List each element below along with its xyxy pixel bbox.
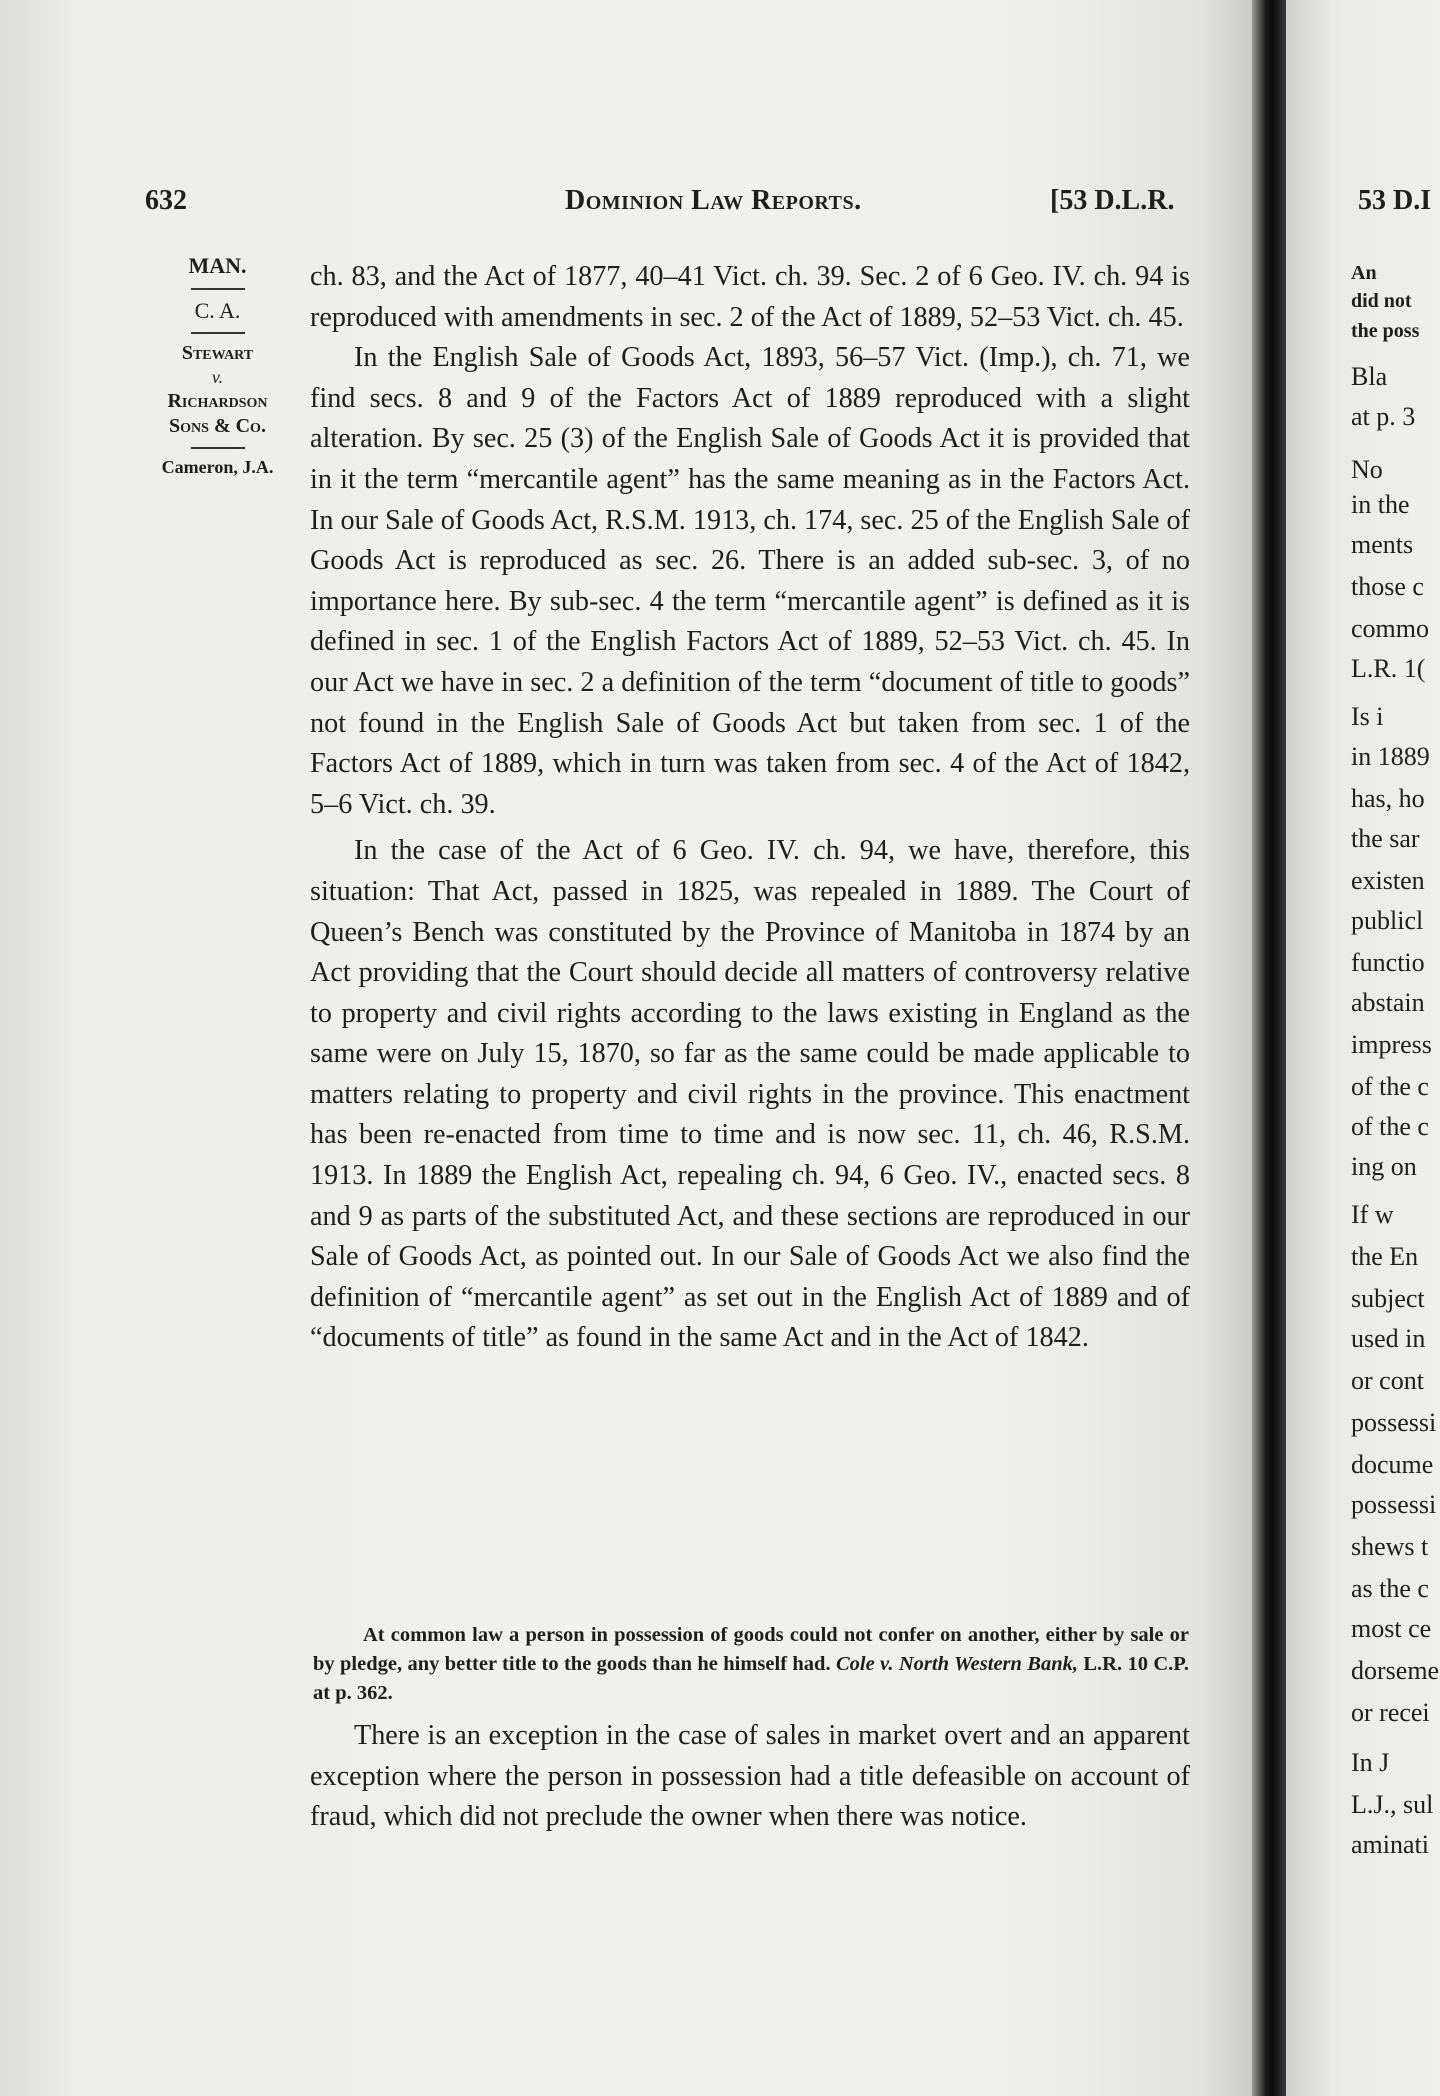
right-page-line: possessi [1351, 1490, 1437, 1519]
margin-rule [191, 288, 245, 290]
margin-rule [191, 447, 245, 449]
right-page-line: possessi [1351, 1408, 1437, 1437]
right-page-line: Bla [1351, 362, 1388, 391]
right-page-line: shews t [1351, 1532, 1429, 1561]
margin-party2-line2: Sons & Co. [169, 414, 266, 437]
margin-rule [191, 332, 245, 334]
quote-text: At common law a person in possession of goods could not confer on another, either by sale or by pledge, any better title to the goods than he himself had. [313, 1624, 1189, 1675]
body-text [310, 257, 1190, 1359]
right-page-line: used in [1351, 1324, 1426, 1353]
right-page-line: existen [1351, 866, 1425, 895]
right-page-line: impress [1351, 1030, 1432, 1059]
right-page-line: those c [1351, 572, 1424, 601]
quote-citation: L.R. 10 C.P. at p. 362. [313, 1653, 1190, 1704]
right-page-line: abstain [1351, 988, 1425, 1017]
right-page-line: ing on [1351, 1152, 1417, 1181]
right-page [1286, 0, 1440, 2096]
paragraph: In the case of the Act of 6 Geo. IV. ch. 94, we have, therefore, this situation: That Act, passed in 1825, was repealed in 1889. The Court of Queen’s Bench was constituted by the Province of Manitoba in 1874 by an Act providing that the Court should decide all matters of controversy relative to property and civil rights according to the laws existing in England as the same were on July 15, 1870, so far as the same could be made applicable to matters relating to property and civil rights in the province. This enactment has been re-enacted from time to time and is now sec. 11, ch. 46, R.S.M. 1913. In 1889 the English Act, repealing ch. 94, 6 Geo. IV., enacted secs. 8 and 9 as parts of the substituted Act, and these sections are reproduced in our Sale of Goods Act, as pointed out. In our Sale of Goods Act we also find the definition of “mercantile agent” as set out in the English Act of 1889 and of “documents of title” as found in the same Act and in the Act of 1842. [310, 835, 1190, 1354]
volume-reference: [53 D.L.R. [1050, 185, 1175, 216]
margin-notes [140, 252, 295, 478]
right-page-line: most ce [1351, 1614, 1432, 1643]
right-page-line: L.J., sul [1351, 1790, 1434, 1819]
margin-party1: Stewart [181, 342, 254, 364]
margin-judge: Cameron, J.A. [161, 456, 274, 477]
right-page-line: commo [1351, 614, 1429, 643]
book-gutter [1252, 0, 1286, 2096]
right-page-line: in 1889 [1351, 742, 1430, 771]
right-page-line: as the c [1351, 1574, 1429, 1603]
right-page-line: No [1351, 455, 1383, 484]
right-page-line: of the c [1351, 1072, 1429, 1101]
right-page-line: of the c [1351, 1112, 1429, 1141]
right-page-line: If w [1351, 1200, 1394, 1229]
running-title: Dominion Law Reports. [565, 185, 862, 216]
right-page-line: Is i [1351, 702, 1384, 731]
paragraph: There is an exception in the case of sales in market overt and an apparent exception where the person in possession had a title defeasible on account of fraud, which did not preclude the owner when there was notice. [310, 1720, 1190, 1833]
margin-court: C. A. [194, 297, 241, 323]
right-page-line: has, ho [1351, 784, 1425, 813]
right-page-line: or recei [1351, 1698, 1430, 1727]
right-page-line: the poss [1351, 320, 1420, 342]
right-page-line: the sar [1351, 824, 1420, 853]
right-page-line: In J [1351, 1748, 1390, 1777]
right-page-line: L.R. 1( [1351, 654, 1426, 683]
margin-party2-line1: Richardson [167, 389, 268, 412]
right-page-header: 53 D.I [1358, 185, 1432, 216]
right-page-line: ments [1351, 530, 1414, 559]
right-page-line: did not [1351, 290, 1412, 312]
final-text [310, 1716, 1190, 1838]
right-page-line: functio [1351, 948, 1425, 977]
right-page-line: An [1351, 262, 1377, 284]
page-number: 632 [145, 185, 187, 216]
right-page-line: subject [1351, 1284, 1425, 1313]
right-page-line: aminati [1351, 1830, 1429, 1859]
margin-versus: v. [211, 367, 224, 387]
right-page-line: dorseme [1351, 1656, 1440, 1685]
margin-jurisdiction: MAN. [188, 253, 247, 278]
right-page-line: in the [1351, 490, 1410, 519]
block-quote [313, 1621, 1189, 1708]
quote-case: Cole v. North Western Bank, [835, 1653, 1078, 1675]
paragraph: In the English Sale of Goods Act, 1893, 56–57 Vict. (Imp.), ch. 71, we find secs. 8 and 9 of the Factors Act of 1889 reproduced with a slight alteration. By sec. 25 (3) of the English Sale of Goods Act it is provided that in it the term “mercantile agent” has the same meaning as in the Factors Act. In our Sale of Goods Act, R.S.M. 1913, ch. 174, sec. 25 of the English Sale of Goods Act is reproduced as sec. 26. There is an added sub-sec. 3, of no importance here. By sub-sec. 4 the term “mercantile agent” is defined as it is defined in sec. 1 of the English Factors Act of 1889, 52–53 Vict. ch. 45. In our Act we have in sec. 2 a definition of the term “document of title to goods” not found in the English Sale of Goods Act but taken from sec. 1 of the Factors Act of 1889, which in turn was taken from sec. 4 of the Act of 1842, 5–6 Vict. ch. 39. [310, 342, 1190, 820]
paragraph-continued: ch. 83, and the Act of 1877, 40–41 Vict. ch. 39. Sec. 2 of 6 Geo. IV. ch. 94 is reproduced with amendments in sec. 2 of the Act of 1889, 52–53 Vict. ch. 45. [310, 261, 1190, 333]
right-page-line: docume [1351, 1450, 1434, 1479]
right-page-line: at p. 3 [1351, 402, 1416, 431]
right-page-line: publicl [1351, 906, 1424, 935]
right-page-line: the En [1351, 1242, 1419, 1271]
right-page-line: or cont [1351, 1366, 1424, 1395]
